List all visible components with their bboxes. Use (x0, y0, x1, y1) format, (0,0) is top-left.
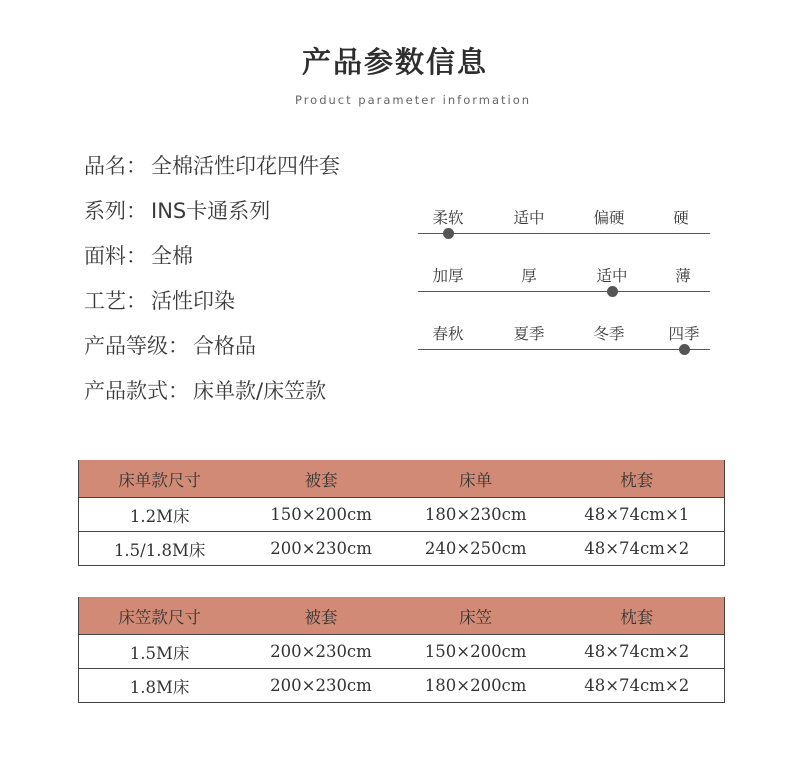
scale-option: 冬季 (593, 325, 625, 343)
table-cell: 200×230cm (240, 635, 402, 669)
scale-line (418, 349, 710, 350)
table-cell: 150×200cm (240, 498, 402, 532)
table-header-cell: 枕套 (550, 460, 725, 498)
table-cell: 1.2M床 (79, 498, 241, 532)
spec-value: 全棉 (151, 244, 193, 268)
table-header-cell: 床笠 (402, 597, 550, 635)
page-title: 产品参数信息 (301, 45, 488, 79)
scale-option: 厚 (521, 267, 537, 285)
table-cell: 200×230cm (240, 669, 402, 703)
spec-label: 系列 (84, 199, 126, 223)
table-row (79, 532, 725, 566)
table-header-row (79, 597, 725, 635)
scale-option: 四季 (668, 325, 700, 343)
table-cell: 1.5/1.8M床 (79, 532, 241, 566)
spec-value: 活性印染 (151, 289, 235, 313)
table-header-cell: 床单 (402, 460, 550, 498)
table-row (79, 669, 725, 703)
table-header-cell: 床笠款尺寸 (79, 597, 241, 635)
spec-row-fabric (84, 238, 340, 283)
table-cell: 150×200cm (402, 635, 550, 669)
scale-option: 柔软 (432, 209, 464, 227)
spec-label: 产品等级 (84, 334, 168, 358)
spec-row-series (84, 193, 340, 238)
spec-separator: ： (126, 244, 147, 268)
scale-line (418, 233, 710, 234)
spec-value: INS卡通系列 (151, 199, 271, 223)
spec-value: 全棉活性印花四件套 (151, 154, 340, 178)
fitted-sheet-size-table (78, 597, 725, 703)
thickness-scale (418, 264, 710, 314)
spec-row-style (84, 373, 340, 418)
spec-label: 面料 (84, 244, 126, 268)
table-header-cell: 被套 (240, 597, 402, 635)
spec-label: 工艺 (84, 289, 126, 313)
scale-marker (607, 286, 618, 297)
table-cell: 180×200cm (402, 669, 550, 703)
spec-separator: ： (168, 334, 189, 358)
scale-option: 适中 (596, 267, 628, 285)
table-cell: 1.8M床 (79, 669, 241, 703)
table-header-cell: 床单款尺寸 (79, 460, 241, 498)
table-cell: 48×74cm×2 (549, 635, 724, 669)
table-cell: 48×74cm×1 (550, 498, 725, 532)
spec-row-process (84, 283, 340, 328)
table-cell: 200×230cm (240, 532, 402, 566)
spec-row-name (84, 148, 340, 193)
scale-option: 偏硬 (593, 209, 625, 227)
spec-separator: ： (168, 379, 189, 403)
scale-marker (679, 344, 690, 355)
table-cell: 240×250cm (402, 532, 550, 566)
table-cell: 180×230cm (402, 498, 550, 532)
page-subtitle: Product parameter information (294, 93, 532, 107)
table-cell: 48×74cm×2 (550, 532, 725, 566)
table-header-cell: 被套 (240, 460, 402, 498)
scale-option: 适中 (513, 209, 545, 227)
table-row (79, 498, 725, 532)
scale-option: 夏季 (513, 325, 545, 343)
spec-label: 产品款式 (84, 379, 168, 403)
spec-label: 品名 (84, 154, 126, 178)
spec-separator: ： (126, 154, 147, 178)
table-row (79, 635, 725, 669)
scale-option: 加厚 (432, 267, 464, 285)
flat-sheet-size-table (78, 460, 725, 566)
season-scale (418, 322, 710, 372)
spec-separator: ： (126, 289, 147, 313)
scale-option: 薄 (675, 267, 691, 285)
scale-line (418, 291, 710, 292)
spec-value: 床单款/床笠款 (193, 379, 327, 403)
spec-separator: ： (126, 199, 147, 223)
scale-option: 硬 (673, 209, 689, 227)
scale-marker (443, 228, 454, 239)
spec-row-grade (84, 328, 340, 373)
table-header-row (79, 460, 725, 498)
softness-scale (418, 206, 710, 256)
spec-list (84, 148, 340, 418)
scale-option: 春秋 (432, 325, 464, 343)
table-cell: 1.5M床 (79, 635, 241, 669)
spec-value: 合格品 (193, 334, 256, 358)
table-header-cell: 枕套 (549, 597, 724, 635)
table-cell: 48×74cm×2 (549, 669, 724, 703)
